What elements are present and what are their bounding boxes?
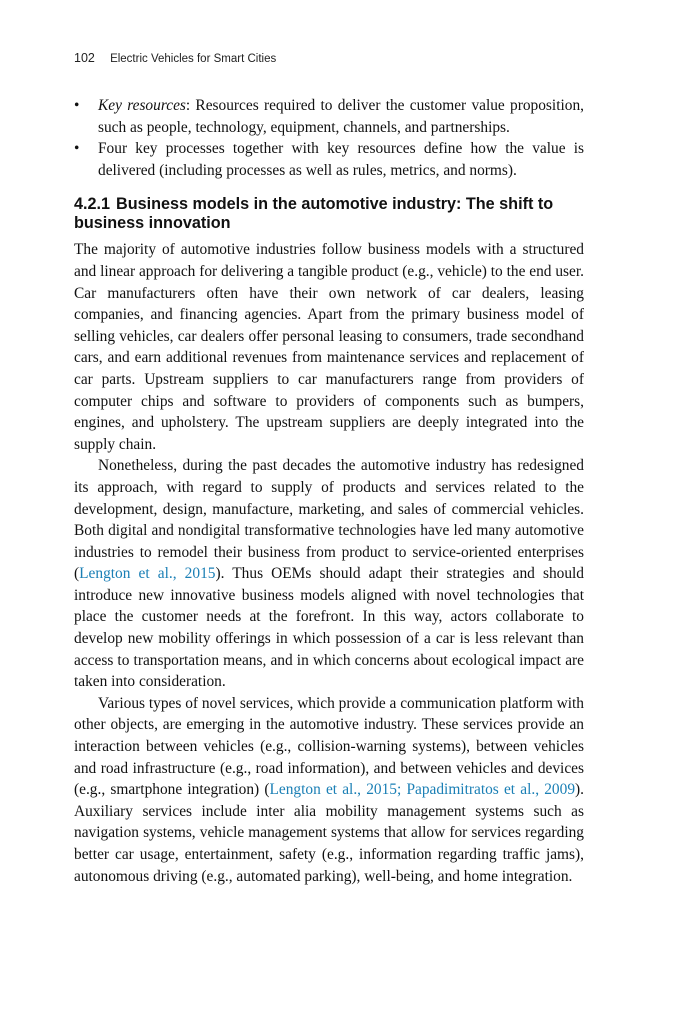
paragraph-3-text-a: Various types of novel services, which provide a communication platform with other objects, are emerging in the automotive industry. These services provide an interaction between vehicles (e.g., collision-warning systems), between vehicles and road infrastructure (e.g., road information), and between vehicles and devices (e.g., smartphone integration) ( [74,694,584,799]
bullet-item-key-resources [74,95,584,138]
paragraph-2-text-a: Nonetheless, during the past decades the automotive industry has redesigned its approach, with regard to supply of products and services related to the development, design, manufacture, marketing, and sales of commercial vehicles. Both digital and nondigital transformative technologies have led many automotive industries to remodel their business from product to service-oriented enterprises ( [74,457,584,583]
running-head [74,51,276,65]
paragraph-2 [74,455,584,693]
section-heading [74,195,584,233]
bullet-text: : Resources required to deliver the customer value proposition, such as people, technology, equipment, channels, and partnerships. [98,97,584,136]
bullet-list [74,95,584,181]
citation-link[interactable]: Lengton et al., 2015; Papadimitratos et al., 2009 [269,781,576,799]
paragraph-1: The majority of automotive industries follow business models with a structured and linear approach for delivering a tangible product (e.g., vehicle) to the end user. Car manufacturers often have their own network of car dealers, leasing companies, and financing agencies. Apart from the primary business model of selling vehicles, car dealers offer personal leasing to consumers, trade secondhand cars, and earn additional revenues from maintenance services and replacement of car parts. Upstream suppliers to car manufacturers range from providers of computer chips and software to providers of components such as bumpers, engines, and upholstery. The upstream suppliers are deeply integrated into the supply chain. [74,241,584,453]
section-title: Business models in the automotive industry: The shift to business innovation [74,195,554,233]
page-number: 102 [74,51,95,65]
paragraph-3 [74,693,584,887]
section-number: 4.2.1 [74,195,111,214]
citation-link[interactable]: Lengton et al., 2015 [79,565,216,583]
paragraph-2-text-b: ). Thus OEMs should adapt their strategies and should introduce new innovative business models aligned with novel technologies that place the customer needs at the forefront. In this way, actors collaborate to develop new mobility offerings in which possession of a car is less relevant than access to transportation means, and in which concerns about ecological impact are taken into consideration. [74,565,584,691]
bullet-term: Key resources [98,97,186,114]
bullet-item-key-processes [74,138,584,181]
paragraph-3-text-b: ). Auxiliary services include inter alia mobility management systems such as navigation systems, vehicle management systems that allow for services regarding better car usage, entertainment, safety (e.g., information regarding traffic jams), autonomous driving (e.g., automated parking), well-being, and home integration. [74,781,584,885]
book-title: Electric Vehicles for Smart Cities [110,53,277,65]
page-body [74,95,584,887]
bullet-text: Four key processes together with key resources define how the value is delivered (including processes as well as rules, metrics, and norms). [98,140,584,179]
